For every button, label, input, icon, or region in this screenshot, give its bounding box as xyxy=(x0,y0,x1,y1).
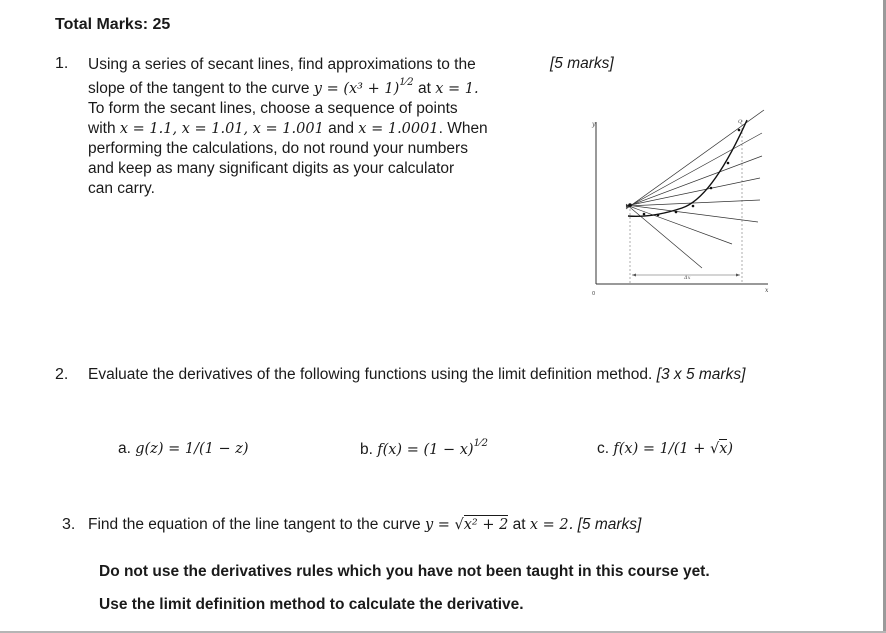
origin-label: 0 xyxy=(592,291,596,297)
q1-line-4-text: with xyxy=(88,120,120,138)
q1-curve-formula: y = (x³ + 1) xyxy=(313,81,400,98)
part-c-radicand: x xyxy=(719,441,728,457)
secant-line-2 xyxy=(626,133,762,208)
q1-line-2-text: slope of the tangent to the curve xyxy=(88,80,314,98)
point-2 xyxy=(657,214,660,217)
delta-x-arrow-left-head xyxy=(632,274,636,277)
delta-x-arrow-right-head xyxy=(736,274,740,277)
question-2-marks: [3 x 5 marks] xyxy=(656,366,746,383)
q3-instructions: Find the equation of the line tangent to the curve xyxy=(88,516,425,533)
q1-line-5: performing the calculations, do not round your numbers xyxy=(88,140,468,158)
point-q-label: Q xyxy=(738,119,743,125)
q1-point: x = 1. xyxy=(435,81,479,98)
point-q xyxy=(738,129,741,132)
point-6 xyxy=(727,162,730,165)
note-use-limit-definition: Use the limit definition method to calculate the derivative. xyxy=(99,596,524,613)
q1-when-text: . When xyxy=(438,120,488,138)
part-c-formula-start: f(x) = 1/(1 + xyxy=(613,441,710,457)
q1-line-1: Using a series of secant lines, find approximations to the xyxy=(88,56,476,73)
part-a-formula: g(z) = 1/(1 − z) xyxy=(135,441,249,457)
q3-at-text: at xyxy=(508,516,530,533)
point-4 xyxy=(692,205,695,208)
question-1-text xyxy=(88,55,538,199)
note-no-derivative-rules: Do not use the derivatives rules which you have not been taught in this course yet. xyxy=(99,563,710,580)
question-2-number: 2. xyxy=(55,366,69,383)
part-c-formula-end: ) xyxy=(727,441,734,457)
q3-point: x = 2. xyxy=(529,517,574,533)
secant-lines xyxy=(626,110,764,268)
part-a-label: a. xyxy=(118,440,136,457)
secant-line-7 xyxy=(626,205,732,244)
part-b-formula: f(x) = (1 − x) xyxy=(377,442,474,459)
q3-curve-start: y = xyxy=(424,517,455,533)
y-axis-label: y xyxy=(592,121,596,128)
question-3-marks: [5 marks] xyxy=(577,516,642,533)
question-1-number: 1. xyxy=(55,55,69,72)
part-c-label: c. xyxy=(597,440,614,457)
q1-points-list: x = 1.1, x = 1.01, x = 1.001 xyxy=(119,121,324,138)
q3-radicand: x² + 2 xyxy=(463,517,509,533)
q1-line-7: can carry. xyxy=(88,180,155,198)
sqrt-symbol-q3: √ xyxy=(454,517,464,533)
secant-line-6 xyxy=(626,205,758,222)
q2-part-c xyxy=(597,440,733,458)
secant-lines-graph xyxy=(582,108,782,308)
question-3-number: 3. xyxy=(62,516,76,533)
q2-instructions: Evaluate the derivatives of the following functions using the limit definition method. xyxy=(88,366,657,383)
q2-part-a xyxy=(118,440,249,458)
point-1 xyxy=(643,213,646,216)
x-axis-label: x xyxy=(765,287,769,294)
q1-line-2 xyxy=(88,75,538,99)
total-marks-heading: Total Marks: 25 xyxy=(55,16,171,33)
q1-line-6: and keep as many significant digits as your calculator xyxy=(88,160,455,178)
delta-x-label: Δx xyxy=(684,275,691,281)
q1-curve-exponent: 1⁄2 xyxy=(399,77,414,88)
q1-at-text: at xyxy=(413,80,436,98)
question-2-text xyxy=(88,366,745,384)
q1-line-3: To form the secant lines, choose a sequence of points xyxy=(88,100,458,118)
part-b-exponent: 1⁄2 xyxy=(473,438,488,449)
q2-part-b xyxy=(360,440,488,459)
point-5 xyxy=(710,187,713,190)
point-3 xyxy=(675,211,678,214)
q1-and-text: and xyxy=(323,120,359,138)
secant-line-1 xyxy=(626,110,764,209)
q1-line-4 xyxy=(88,119,538,139)
q1-last-point: x = 1.0001 xyxy=(358,121,439,138)
question-1-marks: [5 marks] xyxy=(550,55,614,72)
question-3-text xyxy=(88,516,641,534)
sqrt-symbol-c: √ xyxy=(709,441,720,457)
point-p xyxy=(628,203,632,207)
part-b-label: b. xyxy=(360,441,378,459)
